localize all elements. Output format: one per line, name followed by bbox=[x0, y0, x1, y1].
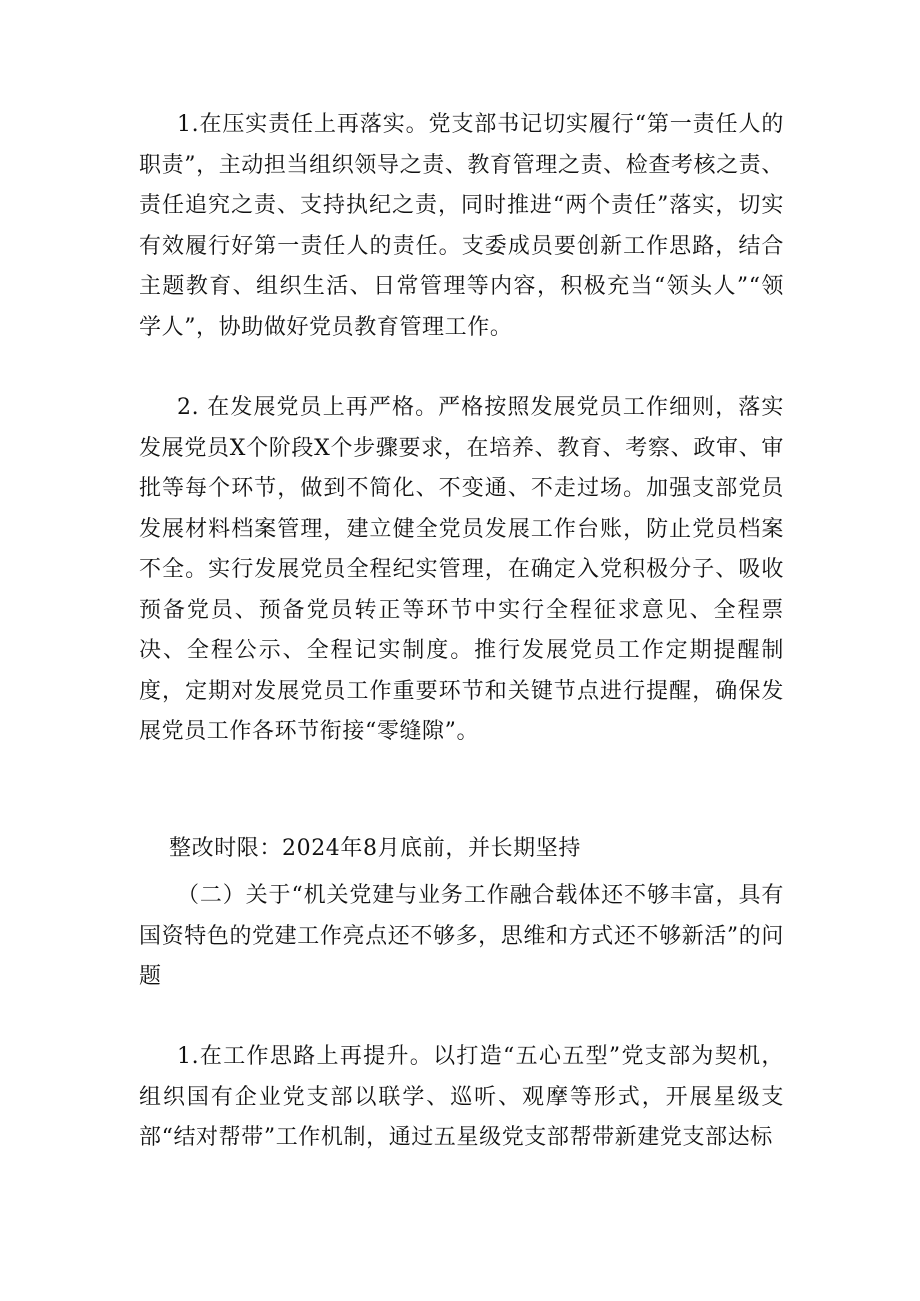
paragraph-responsibility: 1.在压实责任上再落实。党支部书记切实履行“第一责任人的职责”，主动担当组织领导之责、教育管理之责、检查考核之责、责任追究之责、支持执纪之责，同时推进“两个责任”落实，切实有效履行好第一责任人的责任。支委成员要创新工作思路，结合主题教育、组织生活、日常管理等内容，积极充当“领头人”“领学人”，协助做好党员教育管理工作。 bbox=[139, 112, 784, 340]
paragraph-party-member-development: 2. 在发展党员上再严格。严格按照发展党员工作细则，落实发展党员X个阶段X个步骤要求，在培养、教育、考察、政审、审批等每个环节，做到不简化、不变通、不走过场。加强支部党员发展材料档案管理，建立健全党员发展工作台账，防止党员档案不全。实行发展党员全程纪实管理，在确定入党积极分子、吸收预备党员、预备党员转正等环节中实行全程征求意见、全程票决、全程公示、全程记实制度。推行发展党员工作定期提醒制度，定期对发展党员工作重要环节和关键节点进行提醒，确保发展党员工作各环节衔接“零缝隙”。 bbox=[139, 395, 784, 744]
paragraph-work-approach: 1.在工作思路上再提升。以打造“五心五型”党支部为契机，组织国有企业党支部以联学、巡听、观摩等形式，开展星级支部“结对帮带”工作机制，通过五星级党支部帮带新建党支部达标 bbox=[139, 1044, 784, 1150]
paragraph-deadline: 整改时限：2024年8月底前，并长期坚持 bbox=[169, 836, 581, 861]
paragraph-section-heading: （二）关于“机关党建与业务工作融合载体还不够丰富，具有国资特色的党建工作亮点还不够多，思维和方式还不够新活”的问题 bbox=[139, 883, 784, 989]
